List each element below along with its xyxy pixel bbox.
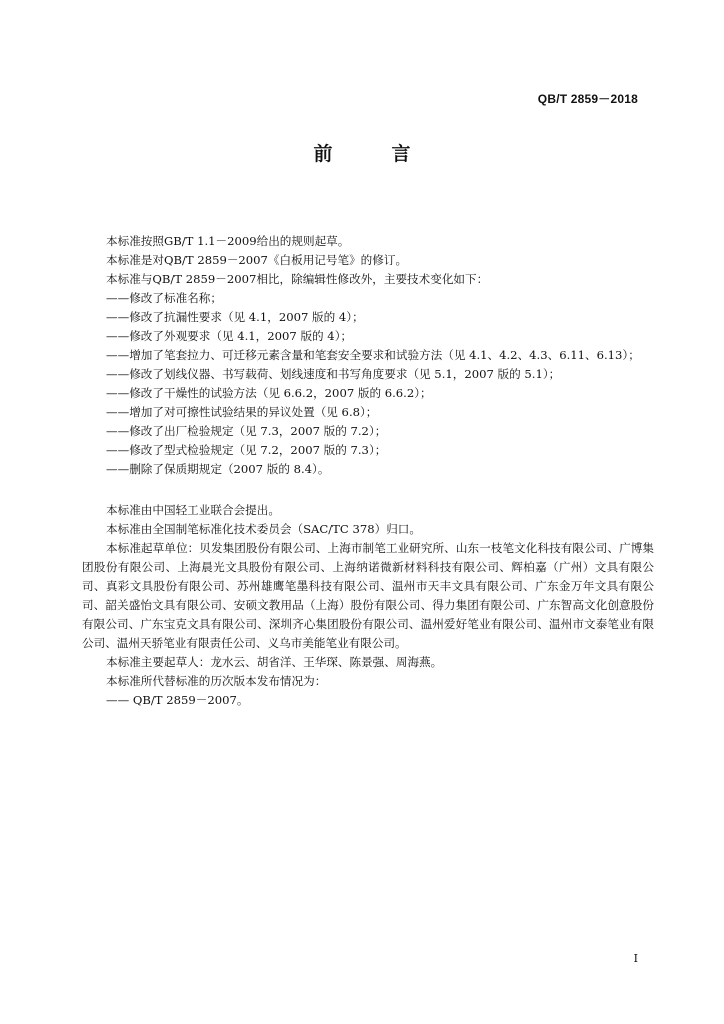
change-item: ——增加了笔套拉力、可迁移元素含量和笔套安全要求和试验方法（见 4.1、4.2、4.3、6.11、6.13）； (106, 348, 640, 362)
change-item: ——修改了外观要求（见 4.1，2007 版的 4）； (106, 329, 353, 343)
page-number: I (633, 952, 638, 965)
proposer-line: 本标准由中国轻工业联合会提出。 (106, 503, 280, 517)
change-item: ——增加了对可擦性试验结果的异议处置（见 6.8）； (106, 405, 378, 419)
drafting-units-paragraph: 本标准起草单位：贝发集团股份有限公司、上海市制笔工业研究所、山东一枝笔文化科技有限公司、广博集团股份有限公司、上海晨光文具股份有限公司、上海纳诺微新材料科技有限公司、辉柏嘉（广州）文具有限公司、真彩文具股份有限公司、苏州雄鹰笔墨科技有限公司、温州市天丰文具有限公司、广东金万年文具有限公司、韶关盛怡文具有限公司、安硕文教用品（上海）股份有限公司、得力集团有限公司、广东智高文化创意股份有限公司、广东宝克文具有限公司、深圳齐心集团股份有限公司、温州爱好笔业有限公司、温州市文泰笔业有限公司、温州天骄笔业有限责任公司、义乌市美能笔业有限公司。 (82, 541, 654, 650)
history-intro-line: 本标准所代替标准的历次版本发布情况为： (106, 674, 327, 688)
intro-line-3: 本标准与QB/T 2859－2007相比，除编辑性修改外，主要技术变化如下： (106, 272, 489, 286)
history-item: —— QB/T 2859－2007。 (106, 693, 249, 707)
foreword-body (82, 232, 654, 710)
paragraph-gap (82, 479, 654, 501)
standard-code: QB/T 2859－2018 (537, 92, 638, 106)
change-item: ——修改了抗漏性要求（见 4.1，2007 版的 4）； (106, 310, 364, 324)
intro-line-2: 本标准是对QB/T 2859－2007《白板用记号笔》的修订。 (106, 253, 408, 267)
change-item: ——修改了标准名称； (106, 291, 222, 305)
intro-line-1: 本标准按照GB/T 1.1－2009给出的规则起草。 (106, 234, 350, 248)
change-item: ——修改了出厂检验规定（见 7.3，2007 版的 7.2）； (106, 424, 387, 438)
change-item: ——删除了保质期规定（2007 版的 8.4）。 (106, 462, 330, 476)
centralized-line: 本标准由全国制笔标准化技术委员会（SAC/TC 378）归口。 (106, 522, 421, 536)
page-title: 前 言 (313, 143, 431, 165)
change-item: ——修改了型式检验规定（见 7.2，2007 版的 7.3）； (106, 443, 387, 457)
drafters-line: 本标准主要起草人：龙水云、胡省洋、王华琛、陈景强、周海燕。 (106, 655, 443, 669)
change-item: ——修改了干燥性的试验方法（见 6.6.2，2007 版的 6.6.2）； (106, 386, 432, 400)
change-item: ——修改了划线仪器、书写载荷、划线速度和书写角度要求（见 5.1，2007 版的 5.1）； (106, 367, 561, 381)
